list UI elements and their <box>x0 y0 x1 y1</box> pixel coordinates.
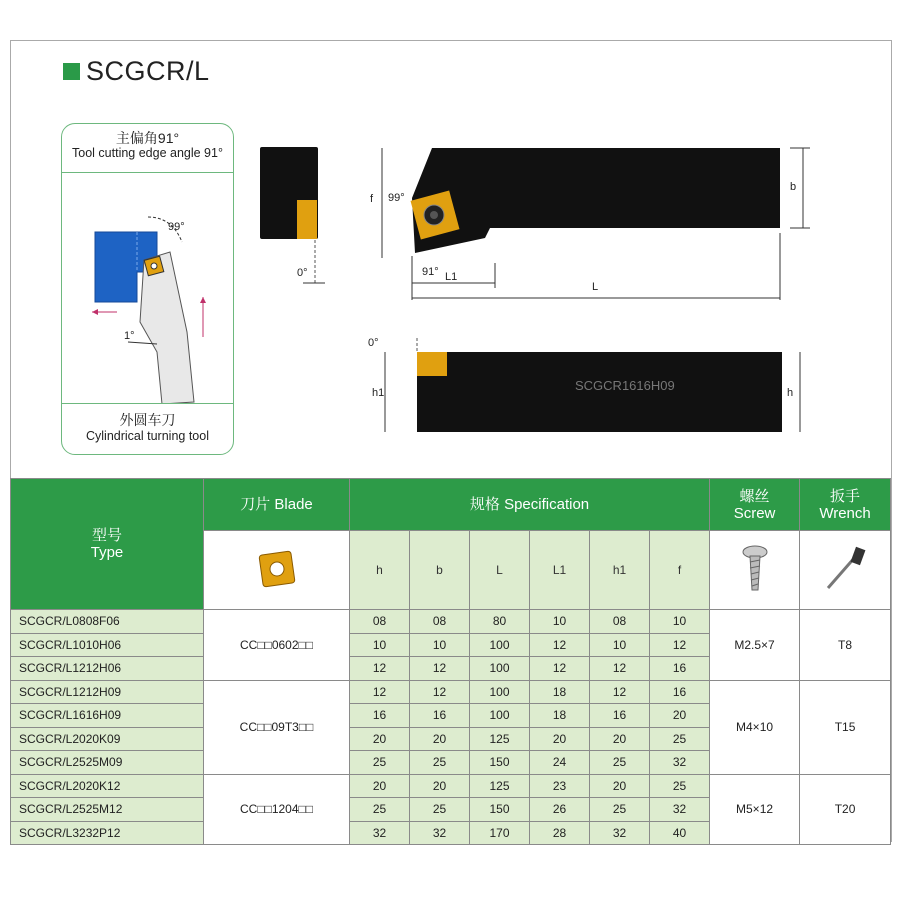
value-cell: 20 <box>350 774 410 798</box>
angle-card-en-bottom: Cylindrical turning tool <box>86 429 209 443</box>
side-angle-label: 1° <box>124 330 135 342</box>
type-cell: SCGCR/L1616H09 <box>11 704 204 728</box>
type-cell: SCGCR/L1212H06 <box>11 657 204 681</box>
value-cell: 20 <box>530 727 590 751</box>
value-cell: 100 <box>470 680 530 704</box>
value-cell: 10 <box>410 633 470 657</box>
top-view-drawing <box>360 138 810 308</box>
col-L: L <box>470 531 530 610</box>
value-cell: 25 <box>410 798 470 822</box>
page-title: SCGCR/L <box>86 56 210 86</box>
value-cell: 12 <box>350 680 410 704</box>
feed-arrowhead-up <box>200 297 206 303</box>
col-h1: h1 <box>590 531 650 610</box>
title-marker <box>63 63 80 80</box>
value-cell: 10 <box>350 633 410 657</box>
value-cell: 100 <box>470 633 530 657</box>
value-cell: 20 <box>650 704 710 728</box>
value-cell: 08 <box>590 610 650 634</box>
value-cell: 20 <box>350 727 410 751</box>
value-cell: 28 <box>530 821 590 845</box>
angle-card <box>61 123 234 455</box>
value-cell: 150 <box>470 798 530 822</box>
screw-cell: M4×10 <box>710 680 800 774</box>
top-view-screw-core <box>430 211 438 219</box>
value-cell: 10 <box>530 610 590 634</box>
wrench-header-cn: 扳手 <box>830 487 861 505</box>
spec-header: 规格 Specification <box>350 479 710 531</box>
side-view-angle: 0° <box>368 337 379 349</box>
type-cell: SCGCR/L2525M09 <box>11 751 204 775</box>
screw-header <box>710 479 800 531</box>
value-cell: 125 <box>470 774 530 798</box>
value-cell: 08 <box>350 610 410 634</box>
screw-header-en: Screw <box>733 504 776 522</box>
type-cell: SCGCR/L2525M12 <box>11 798 204 822</box>
type-header-cn: 型号 <box>91 527 122 544</box>
end-view-insert <box>297 200 317 239</box>
spec-table <box>10 478 891 845</box>
value-cell: 16 <box>590 704 650 728</box>
type-cell: SCGCR/L2020K09 <box>11 727 204 751</box>
value-cell: 12 <box>410 680 470 704</box>
value-cell: 26 <box>530 798 590 822</box>
value-cell: 32 <box>650 751 710 775</box>
wrench-icon <box>820 544 870 594</box>
screw-image <box>710 531 800 610</box>
value-cell: 18 <box>530 680 590 704</box>
value-cell: 12 <box>350 657 410 681</box>
h1-label: h1 <box>372 387 385 399</box>
value-cell: 12 <box>530 657 590 681</box>
value-cell: 170 <box>470 821 530 845</box>
angle-card-header <box>62 124 233 173</box>
top-angle-91: 91° <box>422 266 439 278</box>
screw-header-cn: 螺丝 <box>739 487 770 505</box>
value-cell: 12 <box>590 657 650 681</box>
blade-header: 刀片 Blade <box>204 479 350 531</box>
value-cell: 20 <box>410 774 470 798</box>
value-cell: 125 <box>470 727 530 751</box>
top-view-body <box>412 148 780 253</box>
L-label: L <box>592 281 599 293</box>
type-cell: SCGCR/L2020K12 <box>11 774 204 798</box>
angle-card-footer <box>62 403 233 454</box>
wrench-cell: T8 <box>800 610 891 681</box>
value-cell: 100 <box>470 657 530 681</box>
value-cell: 20 <box>590 774 650 798</box>
value-cell: 16 <box>650 657 710 681</box>
angle-99-label: 99° <box>168 221 185 233</box>
value-cell: 32 <box>650 798 710 822</box>
value-cell: 10 <box>590 633 650 657</box>
b-label: b <box>790 181 797 193</box>
type-cell: SCGCR/L0808F06 <box>11 610 204 634</box>
table-row <box>11 610 891 634</box>
value-cell: 25 <box>350 751 410 775</box>
value-cell: 12 <box>410 657 470 681</box>
type-header <box>11 479 204 610</box>
value-cell: 100 <box>470 704 530 728</box>
blade-cell: CC□□0602□□ <box>204 610 350 681</box>
L1-label: L1 <box>445 271 458 283</box>
value-cell: 16 <box>650 680 710 704</box>
wrench-header-en: Wrench <box>819 504 871 522</box>
insert-icon <box>255 547 299 591</box>
value-cell: 20 <box>590 727 650 751</box>
value-cell: 10 <box>650 610 710 634</box>
value-cell: 16 <box>410 704 470 728</box>
value-cell: 25 <box>410 751 470 775</box>
table-row <box>11 774 891 798</box>
value-cell: 25 <box>650 774 710 798</box>
wrench-cell: T20 <box>800 774 891 845</box>
angle-card-en-title: Tool cutting edge angle 91° <box>72 146 223 160</box>
value-cell: 25 <box>590 751 650 775</box>
value-cell: 25 <box>650 727 710 751</box>
col-b: b <box>410 531 470 610</box>
value-cell: 24 <box>530 751 590 775</box>
value-cell: 12 <box>530 633 590 657</box>
type-cell: SCGCR/L3232P12 <box>11 821 204 845</box>
value-cell: 32 <box>590 821 650 845</box>
type-header-en: Type <box>90 544 124 561</box>
value-cell: 12 <box>650 633 710 657</box>
col-f: f <box>650 531 710 610</box>
screw-icon <box>740 544 770 594</box>
col-L1: L1 <box>530 531 590 610</box>
side-view-drawing <box>360 330 810 440</box>
wrench-cell: T15 <box>800 680 891 774</box>
wrench-image <box>800 531 891 610</box>
value-cell: 80 <box>470 610 530 634</box>
col-h: h <box>350 531 410 610</box>
value-cell: 16 <box>350 704 410 728</box>
wrench-header <box>800 479 891 531</box>
value-cell: 150 <box>470 751 530 775</box>
table-row <box>11 680 891 704</box>
cutting-diagram <box>62 172 233 404</box>
angle-card-cn-bottom: 外圆车刀 <box>119 412 176 428</box>
blade-insert-image <box>204 531 350 610</box>
side-view-insert <box>417 352 447 376</box>
value-cell: 20 <box>410 727 470 751</box>
value-cell: 25 <box>350 798 410 822</box>
blade-cell: CC□□09T3□□ <box>204 680 350 774</box>
value-cell: 12 <box>590 680 650 704</box>
value-cell: 40 <box>650 821 710 845</box>
type-cell: SCGCR/L1212H09 <box>11 680 204 704</box>
f-label: f <box>370 193 374 205</box>
side-view-engraving: SCGCR1616H09 <box>575 378 675 393</box>
value-cell: 08 <box>410 610 470 634</box>
value-cell: 32 <box>410 821 470 845</box>
value-cell: 18 <box>530 704 590 728</box>
insert-hole <box>151 263 157 269</box>
screw-cell: M5×12 <box>710 774 800 845</box>
blade-cell: CC□□1204□□ <box>204 774 350 845</box>
feed-arrowhead-left <box>92 309 98 315</box>
value-cell: 23 <box>530 774 590 798</box>
value-cell: 32 <box>350 821 410 845</box>
screw-cell: M2.5×7 <box>710 610 800 681</box>
end-view-angle: 0° <box>297 267 308 279</box>
type-cell: SCGCR/L1010H06 <box>11 633 204 657</box>
top-angle-99: 99° <box>388 192 405 204</box>
h-label: h <box>787 387 794 399</box>
value-cell: 25 <box>590 798 650 822</box>
end-view-drawing <box>255 140 325 290</box>
angle-card-cn-title: 主偏角91° <box>115 130 180 146</box>
